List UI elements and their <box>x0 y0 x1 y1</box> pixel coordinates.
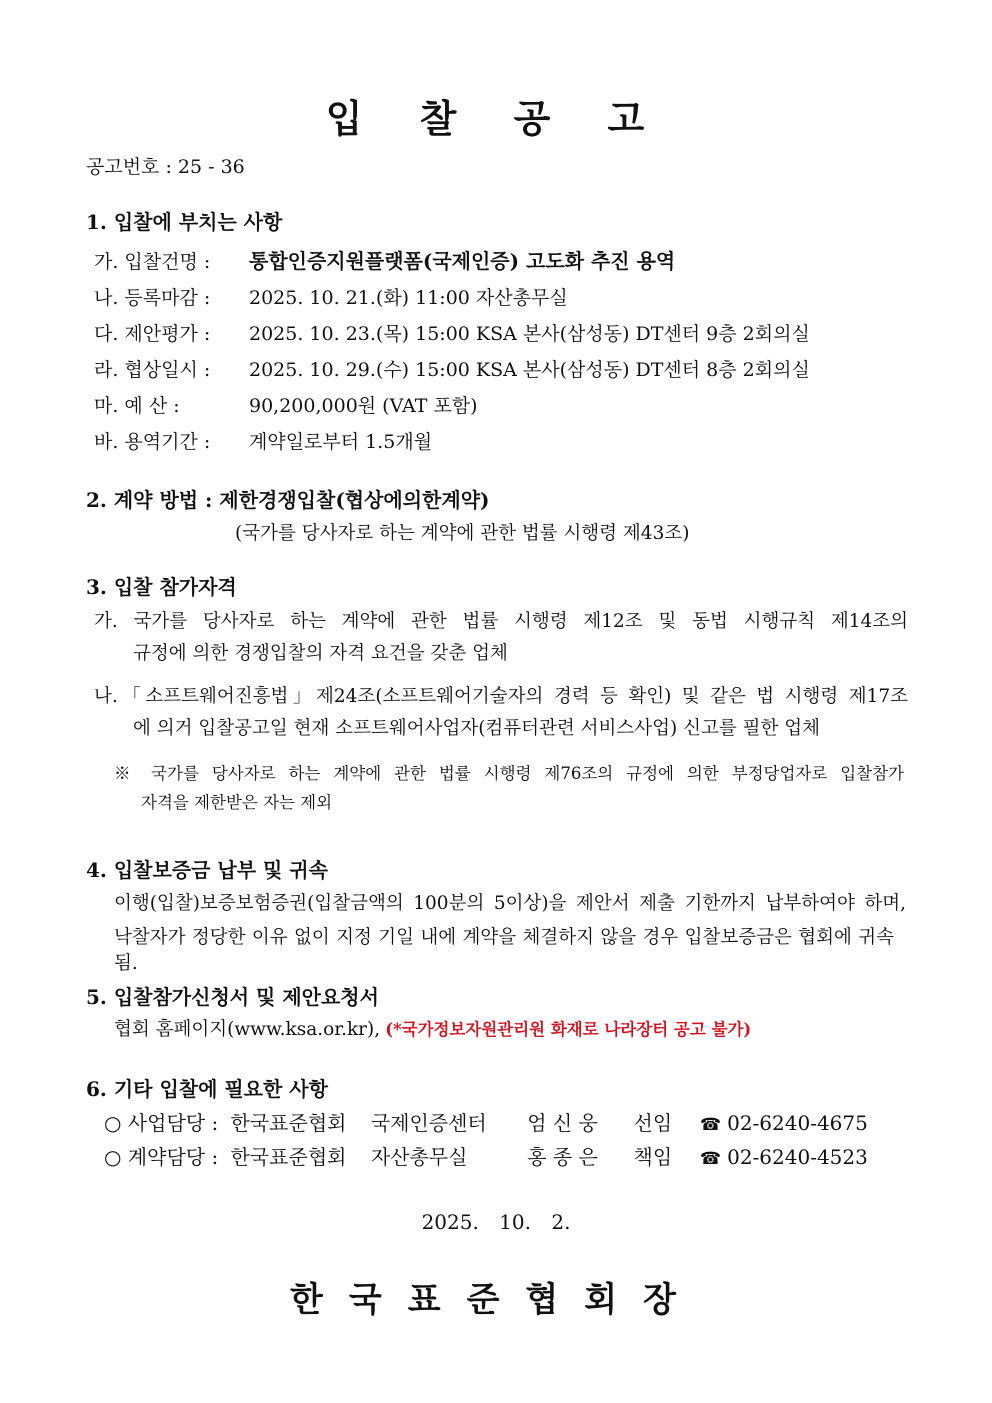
contact-org: 한국표준협회 <box>230 1145 347 1169</box>
section3-item-a-line1: 가. 국가를 당사자로 하는 계약에 관한 법률 시행령 제12조 및 동법 시행규칙 제14조의 <box>94 611 908 632</box>
row-value: 계약일로부터 1.5개월 <box>249 431 433 453</box>
contact-title: 선임 <box>633 1111 673 1135</box>
row-label: 다. 제안평가 : <box>94 323 211 345</box>
section1-row-deadline <box>94 283 568 311</box>
notice-warning: (*국가정보자원관리원 화재로 나라장터 공고 불가) <box>385 1020 752 1039</box>
section3-note-line2: 자격을 제한받은 자는 제외 <box>141 793 333 812</box>
contact-dept: 국제인증센터 <box>370 1111 487 1135</box>
section4-line1: 이행(입찰)보증보험증권(입찰금액의 100분의 5이상)을 제안서 제출 기한까지 납부하여야 하며, <box>114 893 906 914</box>
section5-heading: 5. 입찰참가신청서 및 제안요청서 <box>86 985 379 1009</box>
notice-date: 2025. 10. 2. <box>421 1210 571 1234</box>
section2-sub: (국가를 당사자로 하는 계약에 관한 법률 시행령 제43조) <box>235 523 690 544</box>
contact-phone: 02-6240-4675 <box>727 1111 868 1135</box>
contact-dept: 자산총무실 <box>370 1145 468 1169</box>
contact-phone: 02-6240-4523 <box>727 1145 868 1169</box>
section1-row-evaluation <box>94 319 810 347</box>
organization-signature: 한국표준협회장 <box>290 1280 702 1320</box>
contact-contract <box>104 1141 868 1170</box>
homepage-text: 협회 홈페이지(www.ksa.or.kr), <box>114 1019 381 1040</box>
row-label: 마. 예 산 : <box>94 395 180 417</box>
contact-role: ○ 계약담당 : <box>104 1145 219 1169</box>
section4-line2: 낙찰자가 정당한 이유 없이 지정 기일 내에 계약을 체결하지 않을 경우 입찰보증금은 협회에 귀속됨. <box>114 927 894 974</box>
section3-item-b-line1: 나.「소프트웨어진흥법」제24조(소프트웨어기술자의 경력 등 확인) 및 같은 법 시행령 제17조 <box>94 686 908 707</box>
section1-row-negotiation <box>94 355 810 383</box>
row-value: 2025. 10. 23.(목) 15:00 KSA 본사(삼성동) DT센터 9층 2회의실 <box>249 323 810 345</box>
contact-title: 책임 <box>633 1145 673 1169</box>
row-label: 가. 입찰건명 : <box>94 251 211 273</box>
row-label: 나. 등록마감 : <box>94 287 211 309</box>
section1-row-name <box>94 245 675 273</box>
section3-note-line1: ※ 국가를 당사자로 하는 계약에 관한 법률 시행령 제76조의 규정에 의한 부정당업자로 입찰참가 <box>114 764 904 783</box>
row-value: 2025. 10. 21.(화) 11:00 자산총무실 <box>249 287 568 309</box>
section5-line <box>114 1015 751 1041</box>
contact-role: ○ 사업담당 : <box>104 1111 219 1135</box>
row-value: 90,200,000원 (VAT 포함) <box>249 395 478 417</box>
row-value: 2025. 10. 29.(수) 15:00 KSA 본사(삼성동) DT센터 8층 2회의실 <box>249 359 810 381</box>
section1-row-period <box>94 427 432 455</box>
section1-row-budget <box>94 391 478 419</box>
section3-item-a-line2: 규정에 의한 경쟁입찰의 자격 요건을 갖춘 업체 <box>133 643 508 664</box>
contact-name: 홍 종 은 <box>527 1145 598 1169</box>
section1-heading: 1. 입찰에 부치는 사항 <box>86 210 283 234</box>
section3-heading: 3. 입찰 참가자격 <box>86 575 237 599</box>
section6-heading: 6. 기타 입찰에 필요한 사항 <box>86 1077 328 1101</box>
section3-item-b-line2: 에 의거 입찰공고일 현재 소프트웨어사업자(컴퓨터관련 서비스사업) 신고를 필한 업체 <box>133 718 820 739</box>
row-label: 라. 협상일시 : <box>94 359 211 381</box>
notice-number: 공고번호 : 25 - 36 <box>86 156 245 178</box>
project-name: 통합인증지원플랫폼(국제인증) 고도화 추진 용역 <box>249 249 676 273</box>
contact-name: 엄 신 웅 <box>527 1111 598 1135</box>
section4-heading: 4. 입찰보증금 납부 및 귀속 <box>86 858 328 882</box>
contact-org: 한국표준협회 <box>230 1111 347 1135</box>
contact-business <box>104 1107 868 1136</box>
phone-icon: ☎ <box>699 1149 722 1169</box>
phone-icon: ☎ <box>699 1115 722 1135</box>
row-label: 바. 용역기간 : <box>94 431 211 453</box>
page-title: 입 찰 공 고 <box>325 96 667 141</box>
section2-heading: 2. 계약 방법 : 제한경쟁입찰(협상에의한계약) <box>86 488 490 512</box>
